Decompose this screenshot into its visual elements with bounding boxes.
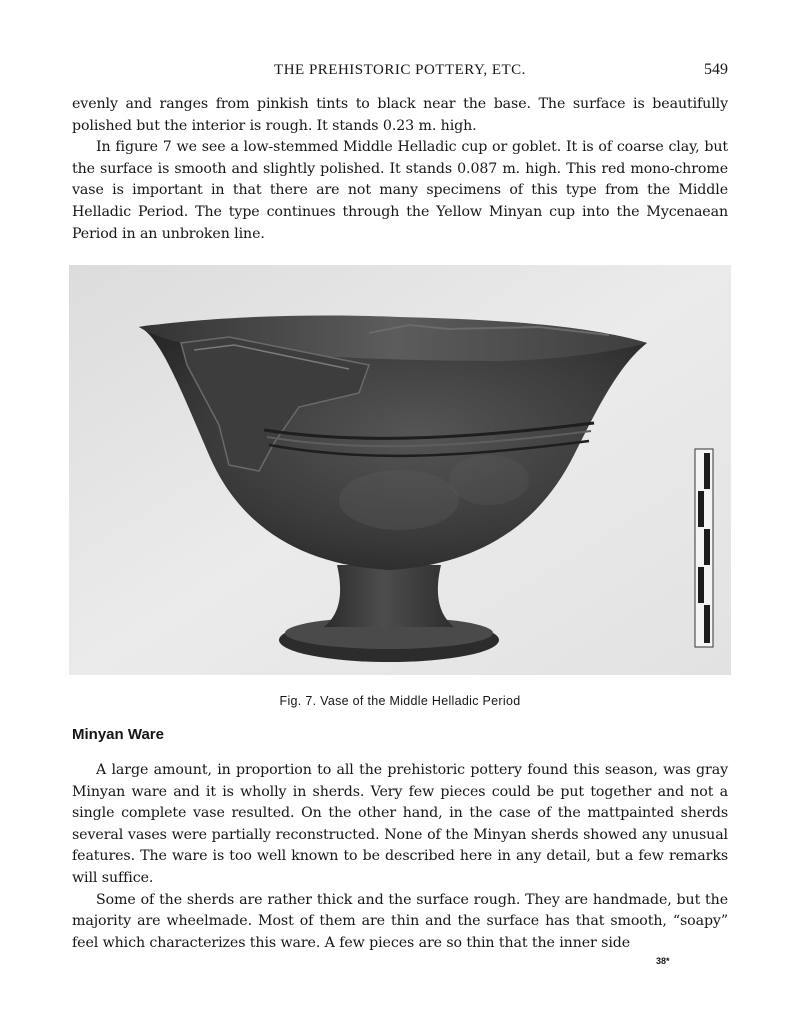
section-heading: Minyan Ware — [72, 726, 164, 743]
vase-stem — [324, 565, 454, 627]
scale-bar — [695, 449, 713, 647]
running-title: THE PREHISTORIC POTTERY, ETC. — [274, 62, 526, 78]
figure-caption: Fig. 7. Vase of the Middle Helladic Period — [279, 694, 521, 708]
text-block-top — [72, 94, 728, 245]
running-head — [72, 60, 728, 80]
paragraph-figure-7: In figure 7 we see a low-stemmed Middle Helladic cup or goblet. It is of coarse clay, but the surface is smooth and slightly polished. It stands 0.087 m. high. This red mono-chrome vase is important in that there are not many specimens of this type from the Middle Helladic Period. The type continues through the Yellow Minyan cup into the Mycenaean Period in an unbroken line. — [72, 139, 728, 242]
figure-photo — [69, 265, 731, 675]
paragraph-minyan-2: Some of the sherds are rather thick and the surface rough. They are handmade, but the majority are wheelmade. Most of them are thin and the surface has that smooth, “soapy” feel which characterizes this ware. A few pieces are so thin that the inner side — [72, 891, 728, 951]
text-block-bottom — [72, 760, 728, 954]
paragraph-continued: evenly and ranges from pinkish tints to black near the base. The surface is beautifully polished but the interior is rough. It stands 0.23 m. high. — [72, 96, 728, 134]
signature-mark: 38* — [656, 956, 670, 966]
paragraph-minyan-1: A large amount, in proportion to all the prehistoric pottery found this season, was gray Minyan ware and it is wholly in sherds. Very few pieces could be put together and not a single complete vase resulted. On the other hand, in the case of the mattpainted sherds several vases were partially reconstructed. None of the Minyan sherds showed any unusual features. The ware is too well known to be described here in any detail, but a few remarks will suffice. — [72, 762, 728, 886]
page-number: 549 — [704, 61, 728, 78]
vase-photo — [69, 265, 731, 675]
